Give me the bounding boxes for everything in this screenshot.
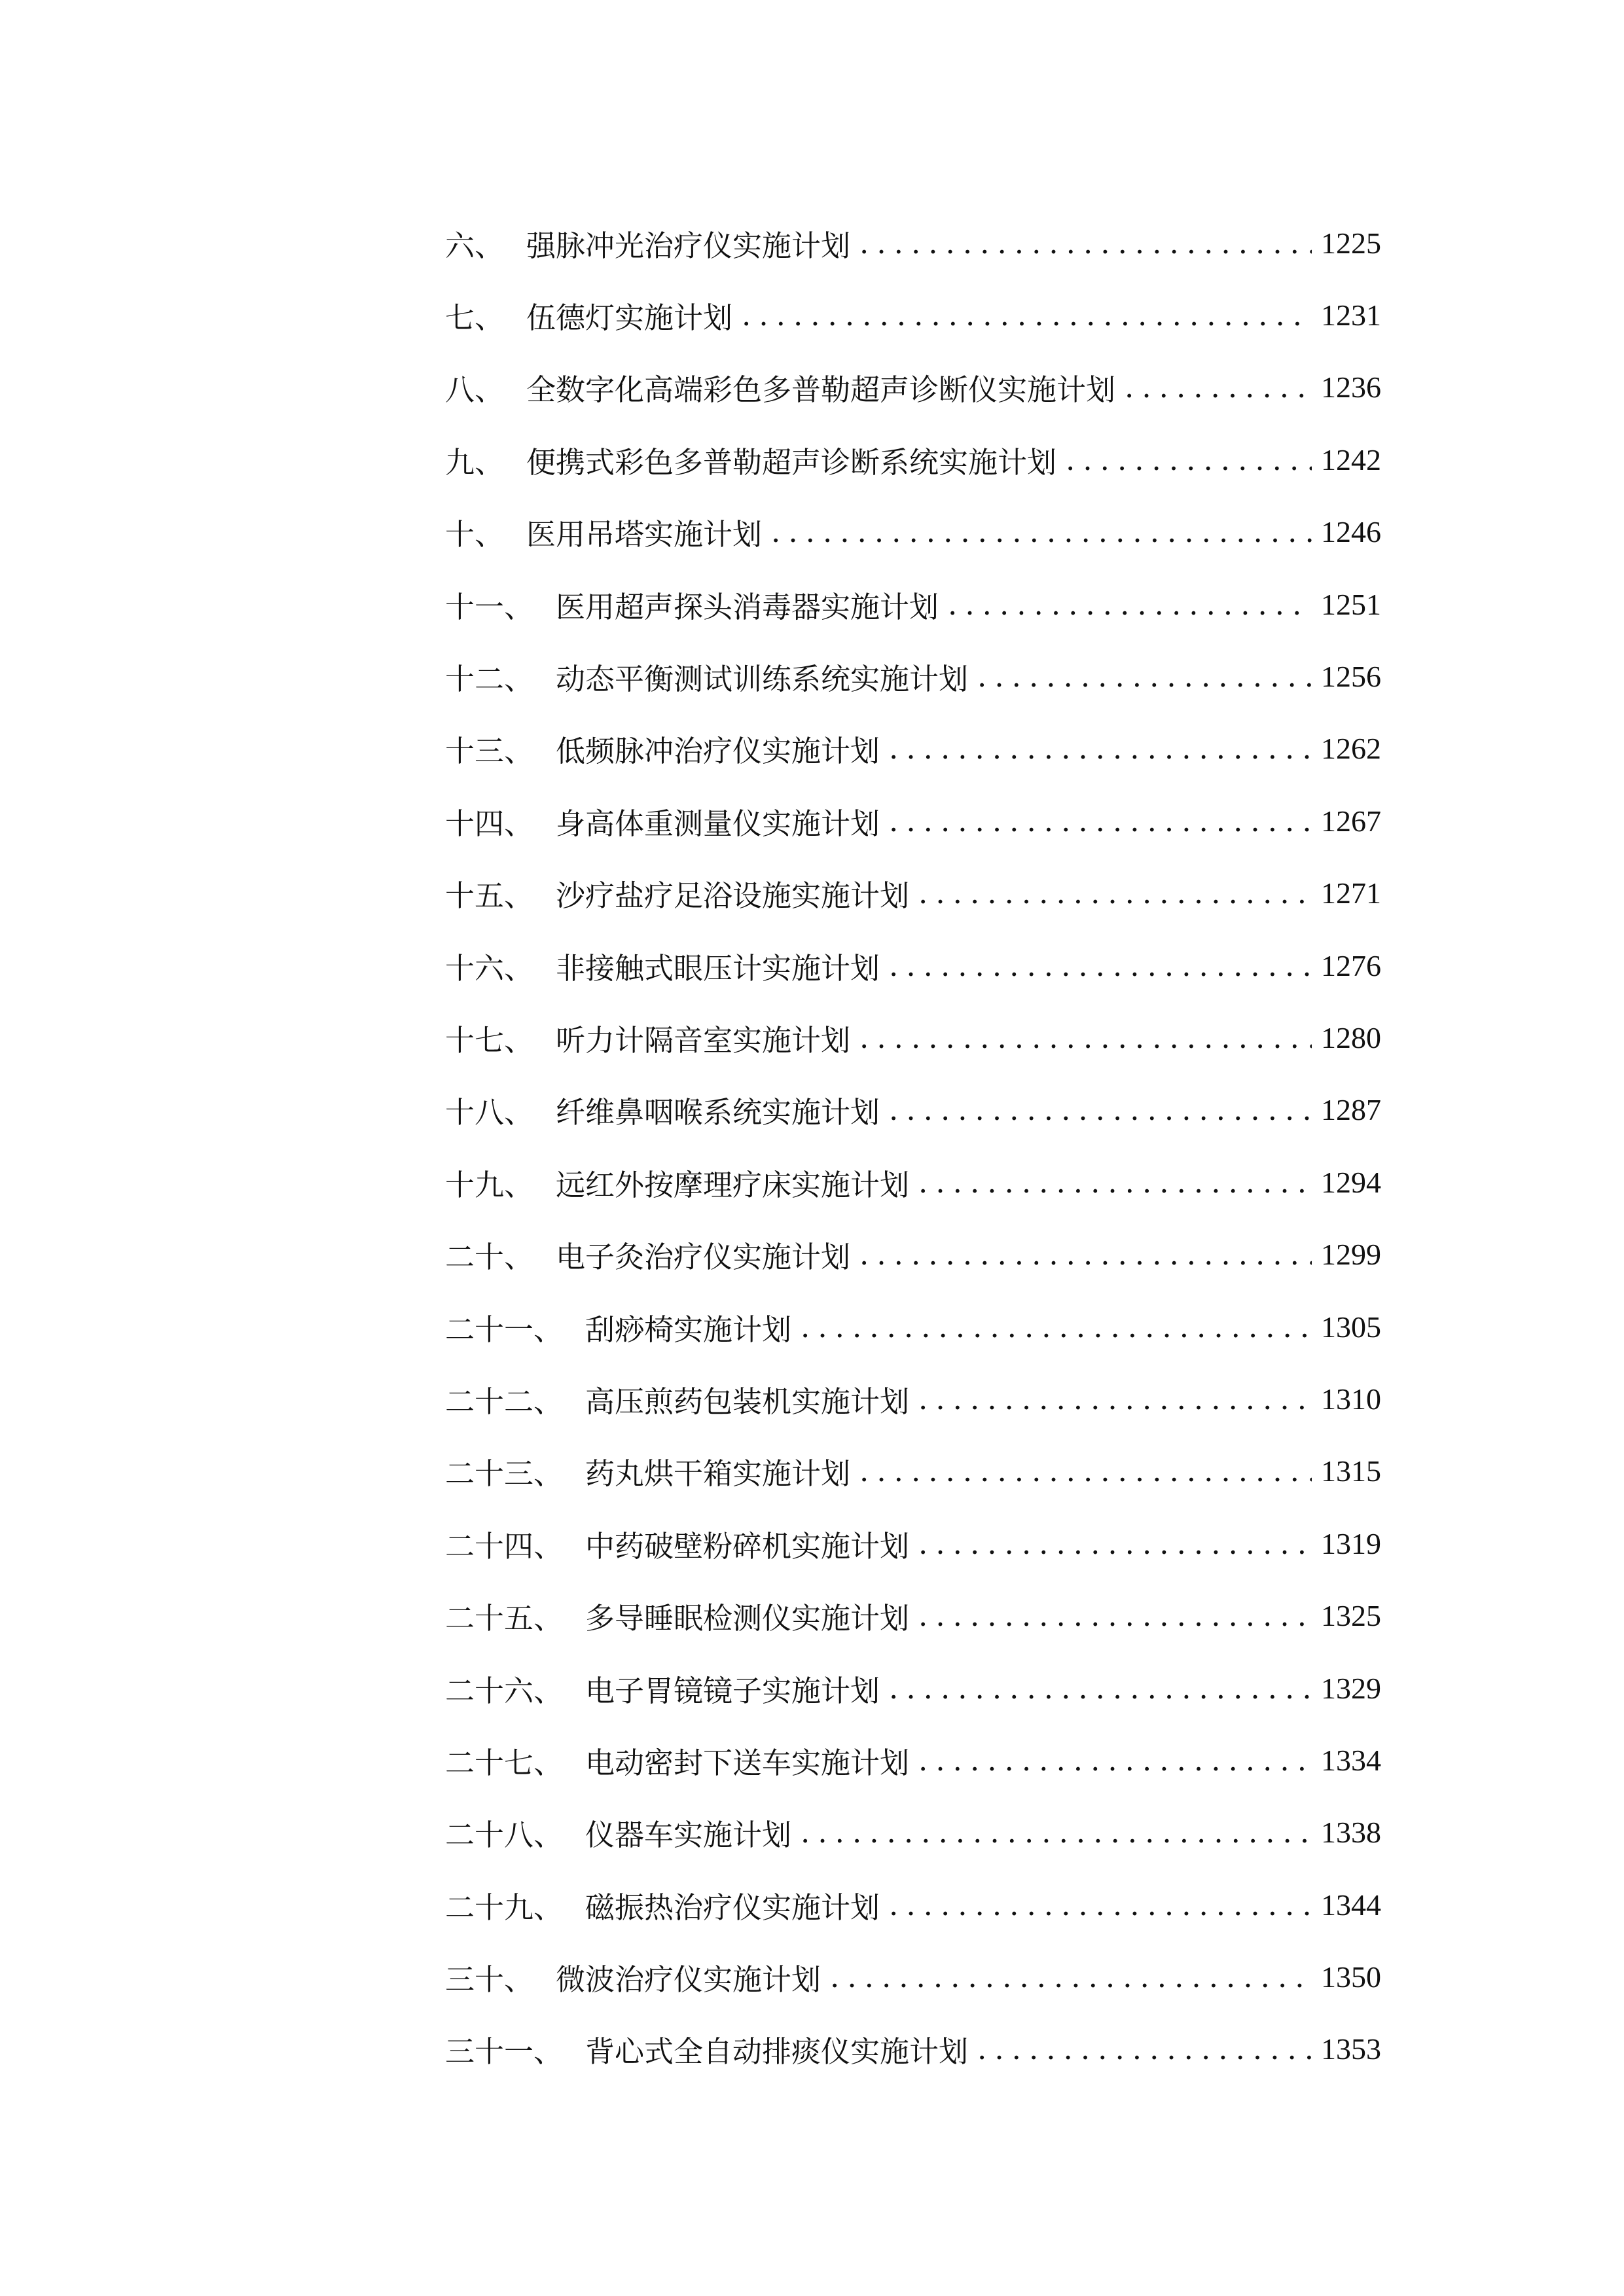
leader-dots (801, 1815, 1312, 1850)
leader-dots (918, 1598, 1312, 1633)
leader-dots (918, 876, 1312, 910)
toc-entry-title: 低频脉冲治疗仪实施计划 (556, 734, 880, 769)
toc-entry[interactable] (445, 1797, 1381, 1869)
toc-entry[interactable] (445, 423, 1381, 495)
leader-dots (918, 1165, 1312, 1200)
toc-entry-page: 1338 (1321, 1816, 1381, 1850)
toc-entry[interactable] (445, 1941, 1381, 2013)
leader-dots (889, 948, 1312, 983)
toc-entry-number: 十五、 (445, 878, 534, 914)
toc-entry-title: 医用吊塔实施计划 (526, 517, 763, 552)
toc-entry-page: 1329 (1321, 1671, 1381, 1705)
toc-entry[interactable] (445, 207, 1381, 279)
toc-entry-title: 电动密封下送车实施计划 (585, 1745, 910, 1780)
toc-entry-number: 十四、 (445, 806, 534, 841)
toc-entry-number: 十七、 (445, 1022, 534, 1058)
toc-entry-number: 二十六、 (445, 1673, 564, 1708)
toc-entry-number: 七、 (445, 300, 505, 336)
toc-entry-number: 十、 (445, 517, 505, 552)
leader-dots (918, 1743, 1312, 1778)
toc-entry[interactable] (445, 1579, 1381, 1651)
toc-entry-number: 二十七、 (445, 1745, 564, 1780)
toc-entry-title: 仪器车实施计划 (585, 1818, 792, 1853)
leader-dots (742, 298, 1312, 332)
toc-entry[interactable] (445, 1074, 1381, 1146)
toc-entry-number: 二十九、 (445, 1890, 564, 1925)
toc-entry-number: 十九、 (445, 1167, 534, 1202)
toc-entry-page: 1236 (1321, 370, 1381, 404)
leader-dots (859, 1454, 1312, 1488)
toc-entry-page: 1280 (1321, 1020, 1381, 1054)
toc-entry[interactable] (445, 1146, 1381, 1218)
toc-entry[interactable] (445, 351, 1381, 423)
toc-entry-page: 1334 (1321, 1743, 1381, 1777)
toc-entry-number: 二十五、 (445, 1601, 564, 1636)
toc-entry-title: 便携式彩色多普勒超声诊断系统实施计划 (526, 444, 1057, 480)
toc-entry-title: 纤维鼻咽喉系统实施计划 (556, 1095, 880, 1130)
toc-entry[interactable] (445, 929, 1381, 1001)
leader-dots (830, 1960, 1312, 1994)
toc-entry-title: 强脉冲光治疗仪实施计划 (526, 228, 851, 263)
toc-entry-title: 动态平衡测试训练系统实施计划 (556, 662, 969, 697)
toc-entry-page: 1267 (1321, 804, 1381, 838)
leader-dots (859, 1020, 1312, 1055)
leader-dots (948, 587, 1312, 622)
toc-entry-title: 伍德灯实施计划 (526, 300, 733, 336)
toc-entry-title: 听力计隔音室实施计划 (556, 1022, 851, 1058)
toc-entry-title: 医用超声探头消毒器实施计划 (556, 589, 939, 624)
toc-entry-page: 1271 (1321, 876, 1381, 910)
leader-dots (1125, 370, 1312, 404)
toc-entry-title: 远红外按摩理疗床实施计划 (556, 1167, 910, 1202)
toc-entry-title: 沙疗盐疗足浴设施实施计划 (556, 878, 910, 914)
leader-dots (889, 731, 1312, 766)
toc-entry[interactable] (445, 496, 1381, 568)
toc-entry-number: 二十三、 (445, 1456, 564, 1492)
leader-dots (889, 1671, 1312, 1706)
toc-entry-number: 十八、 (445, 1095, 534, 1130)
toc-entry-page: 1299 (1321, 1238, 1381, 1272)
toc-entry-number: 十三、 (445, 734, 534, 769)
toc-entry-page: 1251 (1321, 587, 1381, 621)
toc-entry[interactable] (445, 1291, 1381, 1363)
toc-entry[interactable] (445, 568, 1381, 640)
toc-entry-page: 1344 (1321, 1888, 1381, 1922)
toc-entry-page: 1350 (1321, 1960, 1381, 1994)
toc-entry-page: 1246 (1321, 515, 1381, 549)
toc-entry-number: 十六、 (445, 950, 534, 986)
toc-entry-page: 1262 (1321, 732, 1381, 766)
toc-entry-number: 三十一、 (445, 2034, 564, 2070)
toc-entry-page: 1305 (1321, 1310, 1381, 1344)
toc-entry-title: 磁振热治疗仪实施计划 (585, 1890, 880, 1925)
leader-dots (801, 1310, 1312, 1344)
toc-entry[interactable] (445, 1652, 1381, 1724)
toc-entry-page: 1242 (1321, 442, 1381, 476)
toc-entry[interactable] (445, 713, 1381, 785)
toc-entry-page: 1294 (1321, 1165, 1381, 1199)
toc-entry-number: 九、 (445, 444, 505, 480)
toc-entry-title: 全数字化高端彩色多普勒超声诊断仪实施计划 (526, 372, 1116, 408)
toc-entry[interactable] (445, 785, 1381, 857)
toc-entry-page: 1325 (1321, 1599, 1381, 1633)
leader-dots (859, 1237, 1312, 1272)
toc-entry-page: 1353 (1321, 2032, 1381, 2066)
leader-dots (977, 659, 1312, 694)
leader-dots (859, 226, 1312, 260)
toc-entry-title: 背心式全自动排痰仪实施计划 (585, 2034, 969, 2070)
toc-entry[interactable] (445, 1435, 1381, 1507)
toc-entry-page: 1310 (1321, 1382, 1381, 1416)
toc-entry-number: 二十二、 (445, 1384, 564, 1419)
toc-entry-title: 电子胃镜镜子实施计划 (585, 1673, 880, 1708)
toc-entry[interactable] (445, 279, 1381, 351)
leader-dots (889, 1888, 1312, 1922)
toc-entry-page: 1319 (1321, 1526, 1381, 1560)
toc-entry-title: 非接触式眼压计实施计划 (556, 950, 880, 986)
toc-entry[interactable] (445, 1218, 1381, 1290)
leader-dots (918, 1526, 1312, 1561)
leader-dots (918, 1382, 1312, 1416)
leader-dots (889, 804, 1312, 838)
toc-entry-number: 六、 (445, 228, 505, 263)
toc-entry-page: 1276 (1321, 948, 1381, 982)
leader-dots (889, 1092, 1312, 1127)
toc-entry-page: 1315 (1321, 1454, 1381, 1488)
toc-entry-number: 二十一、 (445, 1312, 564, 1347)
toc-entry-title: 身高体重测量仪实施计划 (556, 806, 880, 841)
toc-entry-number: 八、 (445, 372, 505, 408)
toc-entry[interactable] (445, 857, 1381, 929)
toc-entry-title: 高压煎药包装机实施计划 (585, 1384, 910, 1419)
toc-entry-title: 药丸烘干箱实施计划 (585, 1456, 851, 1492)
toc-entry-number: 二十四、 (445, 1528, 564, 1564)
toc-entry-page: 1287 (1321, 1093, 1381, 1127)
toc-entry-page: 1225 (1321, 226, 1381, 260)
toc-entry-title: 电子灸治疗仪实施计划 (556, 1240, 851, 1275)
toc-entry[interactable] (445, 1869, 1381, 1941)
toc-entry-title: 微波治疗仪实施计划 (556, 1962, 821, 1998)
toc-entry-title: 中药破壁粉碎机实施计划 (585, 1528, 910, 1564)
toc-entry-number: 二十、 (445, 1240, 534, 1275)
toc-entry[interactable] (445, 1001, 1381, 1073)
toc-entry[interactable] (445, 2013, 1381, 2085)
leader-dots (1066, 442, 1312, 477)
toc-entry-page: 1231 (1321, 298, 1381, 332)
toc-entry-number: 十一、 (445, 589, 534, 624)
toc-entry-number: 二十八、 (445, 1818, 564, 1853)
toc-entry-number: 三十、 (445, 1962, 534, 1998)
toc-entry-title: 多导睡眠检测仪实施计划 (585, 1601, 910, 1636)
toc-entry[interactable] (445, 640, 1381, 712)
toc-entry-page: 1256 (1321, 660, 1381, 694)
toc-entry-number: 十二、 (445, 662, 534, 697)
toc-entry[interactable] (445, 1724, 1381, 1796)
toc-entry[interactable] (445, 1363, 1381, 1435)
toc-entry-title: 刮痧椅实施计划 (585, 1312, 792, 1347)
table-of-contents (445, 207, 1381, 2085)
toc-entry[interactable] (445, 1507, 1381, 1579)
leader-dots (771, 514, 1312, 549)
leader-dots (977, 2032, 1312, 2066)
